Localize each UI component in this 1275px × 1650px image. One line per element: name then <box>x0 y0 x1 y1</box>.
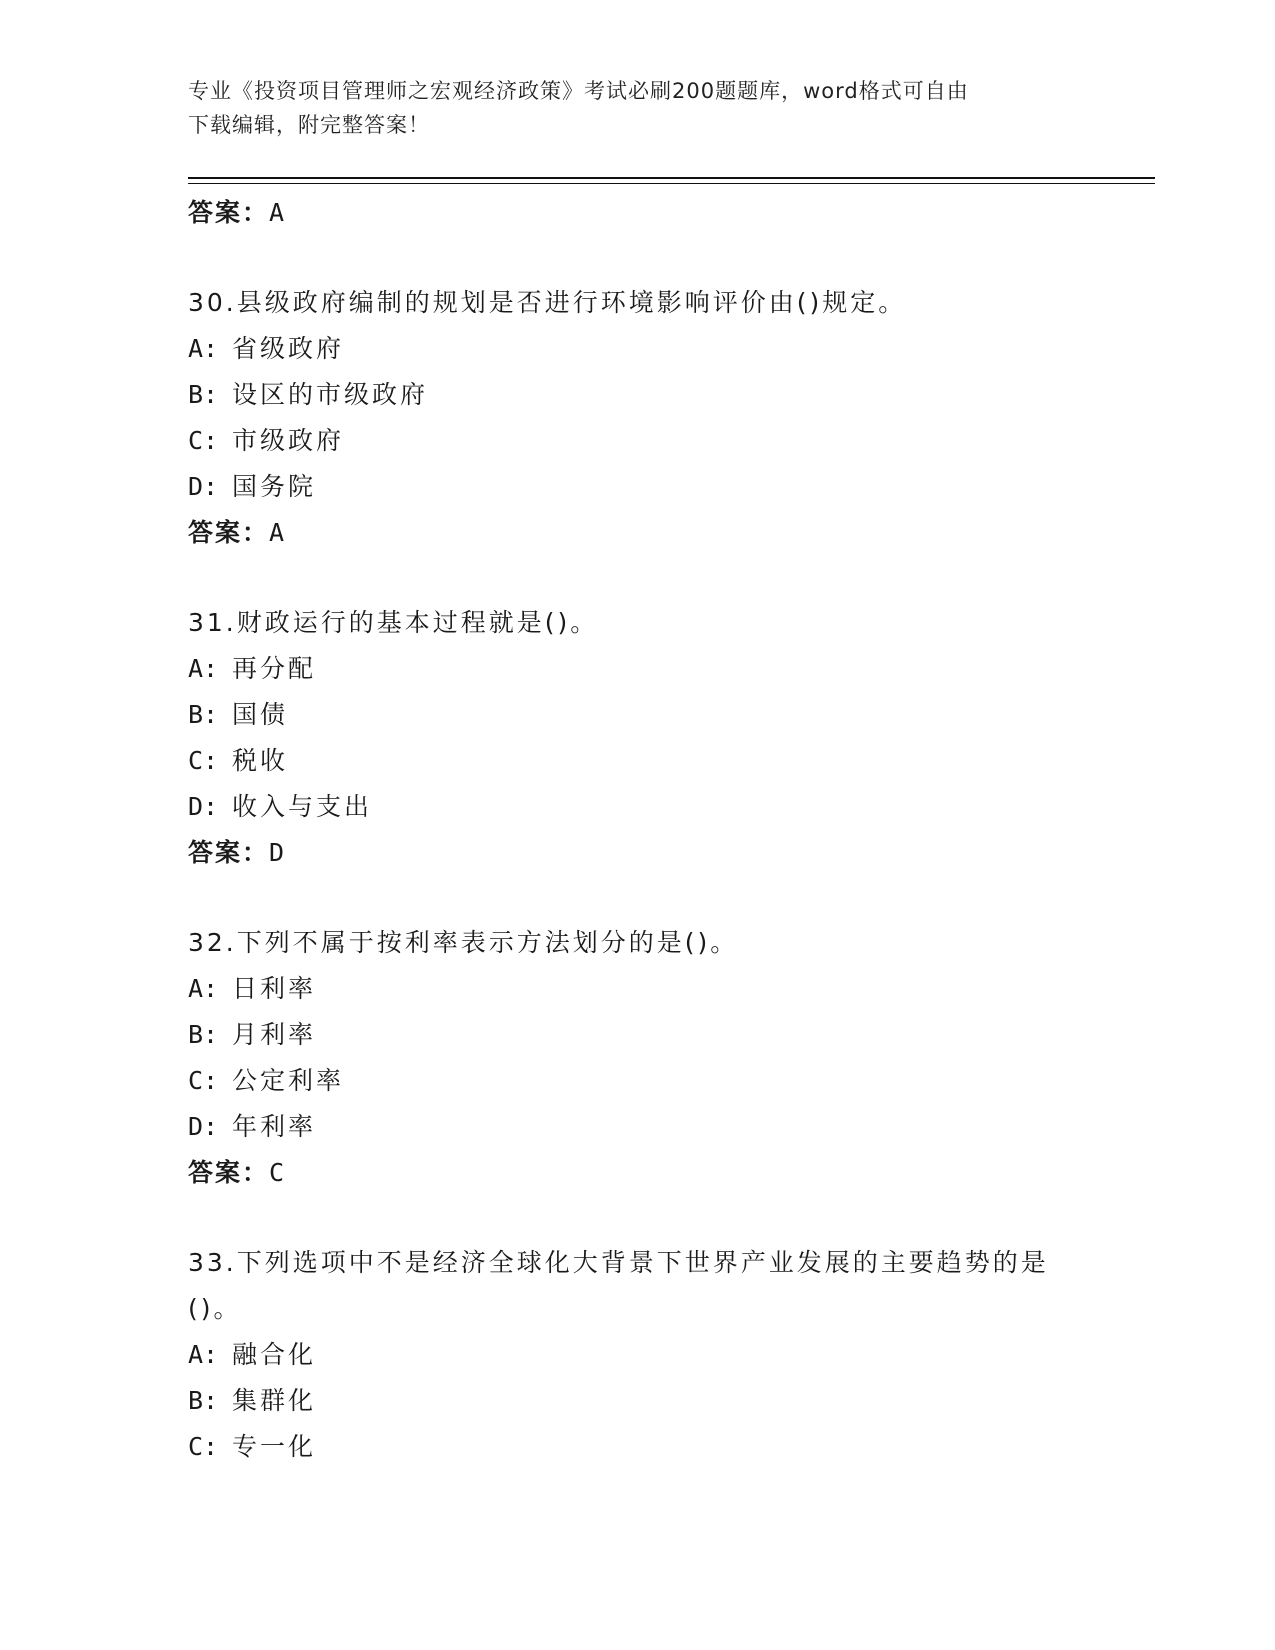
option-text: 国债 <box>232 700 289 729</box>
option-b <box>188 692 1088 738</box>
option-d <box>188 1104 1088 1150</box>
option-b <box>188 372 1088 418</box>
header-line-2: 下载编辑，附完整答案！ <box>188 113 430 137</box>
option-key: B: <box>188 380 219 409</box>
option-key: A: <box>188 1340 219 1369</box>
option-key: D: <box>188 792 219 821</box>
answer-label: 答案： <box>188 1158 270 1187</box>
option-text: 融合化 <box>232 1340 317 1369</box>
question-stem: 31.财政运行的基本过程就是()。 <box>188 608 599 637</box>
option-text: 收入与支出 <box>232 792 373 821</box>
option-key: C: <box>188 746 219 775</box>
option-text: 市级政府 <box>232 426 345 455</box>
option-key: A: <box>188 334 219 363</box>
option-key: B: <box>188 1020 219 1049</box>
option-text: 月利率 <box>232 1020 317 1049</box>
option-key: A: <box>188 974 219 1003</box>
answer-label: 答案： <box>188 198 270 227</box>
option-c <box>188 1058 1088 1104</box>
answer-line <box>188 830 1088 876</box>
header-line-1: 专业《投资项目管理师之宏观经济政策》考试必刷200题题库，word格式可自由 <box>188 79 969 103</box>
option-text: 省级政府 <box>232 334 345 363</box>
option-key: D: <box>188 472 219 501</box>
option-key: C: <box>188 1066 219 1095</box>
answer-value: C <box>269 1158 285 1187</box>
answer-value: A <box>269 198 285 227</box>
option-text: 设区的市级政府 <box>232 380 429 409</box>
option-text: 再分配 <box>232 654 317 683</box>
answer-line <box>188 1150 1088 1196</box>
question-block <box>188 920 1088 1196</box>
option-a <box>188 966 1088 1012</box>
answer-value: A <box>269 518 285 547</box>
answer-line <box>188 510 1088 556</box>
option-c <box>188 418 1088 464</box>
question-stem: 32.下列不属于按利率表示方法划分的是()。 <box>188 928 739 957</box>
option-d <box>188 464 1088 510</box>
question-stem-line-1: 33.下列选项中不是经济全球化大背景下世界产业发展的主要趋势的是 <box>188 1248 1049 1277</box>
answer-value: D <box>269 838 285 867</box>
answer-label: 答案： <box>188 518 270 547</box>
option-key: B: <box>188 1386 219 1415</box>
answer-line <box>188 190 1088 236</box>
option-b <box>188 1378 1088 1424</box>
option-a <box>188 646 1088 692</box>
option-c <box>188 1424 1088 1470</box>
option-text: 公定利率 <box>232 1066 345 1095</box>
option-key: D: <box>188 1112 219 1141</box>
option-key: C: <box>188 1432 219 1461</box>
question-block <box>188 600 1088 876</box>
option-key: C: <box>188 426 219 455</box>
question-block <box>188 280 1088 556</box>
header-divider-thick <box>188 177 1155 179</box>
question-block <box>188 1240 1088 1470</box>
question-stem-line-2: ()。 <box>188 1294 242 1323</box>
option-d <box>188 784 1088 830</box>
option-a <box>188 326 1088 372</box>
option-b <box>188 1012 1088 1058</box>
option-text: 年利率 <box>232 1112 317 1141</box>
answer-label: 答案： <box>188 838 270 867</box>
option-c <box>188 738 1088 784</box>
option-key: B: <box>188 700 219 729</box>
option-text: 日利率 <box>232 974 317 1003</box>
option-a <box>188 1332 1088 1378</box>
question-list <box>188 190 1088 1470</box>
question-stem: 30.县级政府编制的规划是否进行环境影响评价由()规定。 <box>188 288 907 317</box>
option-text: 专一化 <box>232 1432 317 1461</box>
option-text: 国务院 <box>232 472 317 501</box>
option-text: 税收 <box>232 746 289 775</box>
document-header <box>188 74 1068 142</box>
option-text: 集群化 <box>232 1386 317 1415</box>
header-divider-thin <box>188 183 1155 184</box>
option-key: A: <box>188 654 219 683</box>
